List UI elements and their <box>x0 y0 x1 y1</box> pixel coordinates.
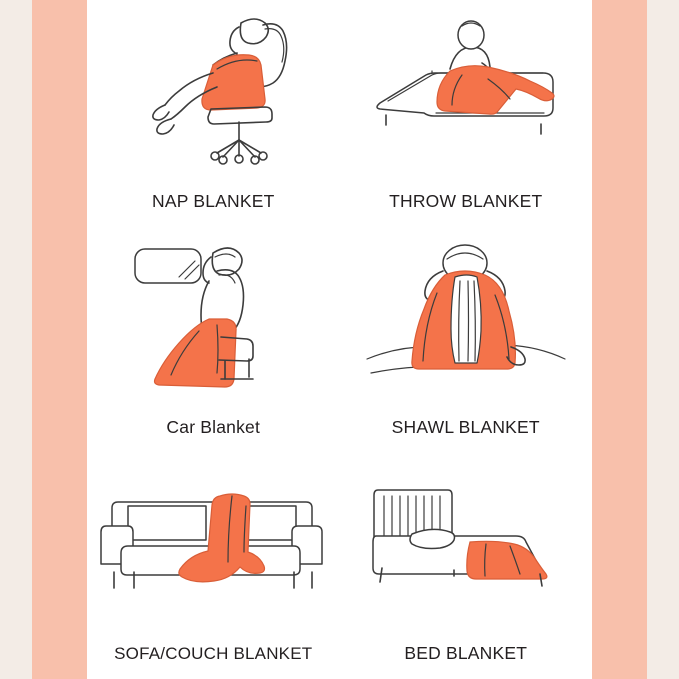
caption-car-blanket: Car Blanket <box>166 417 261 438</box>
nap-blanket-illustration <box>87 0 340 184</box>
blanket-type-grid <box>87 0 592 679</box>
grid-cell-shawl-blanket <box>340 226 593 452</box>
caption-sofa-couch-blanket: SOFA/COUCH BLANKET <box>114 643 313 663</box>
shawl-blanket-illustration <box>340 226 593 410</box>
sofa-couch-blanket-illustration <box>87 453 340 637</box>
car-blanket-illustration <box>87 226 340 410</box>
page-left-margin <box>0 0 32 679</box>
grid-cell-nap-blanket <box>87 0 340 226</box>
content-card <box>87 0 592 679</box>
right-accent-band <box>592 0 647 679</box>
caption-throw-blanket: THROW BLANKET <box>389 190 543 211</box>
grid-cell-sofa-couch-blanket <box>87 453 340 679</box>
left-accent-band <box>32 0 87 679</box>
grid-cell-car-blanket <box>87 226 340 452</box>
bed-blanket-illustration <box>340 453 593 637</box>
page-right-margin <box>647 0 679 679</box>
caption-nap-blanket: NAP BLANKET <box>152 190 275 211</box>
throw-blanket-illustration <box>340 0 593 184</box>
grid-cell-throw-blanket <box>340 0 593 226</box>
caption-bed-blanket: BED BLANKET <box>404 643 528 664</box>
caption-shawl-blanket: SHAWL BLANKET <box>391 417 540 438</box>
grid-cell-bed-blanket <box>340 453 593 679</box>
